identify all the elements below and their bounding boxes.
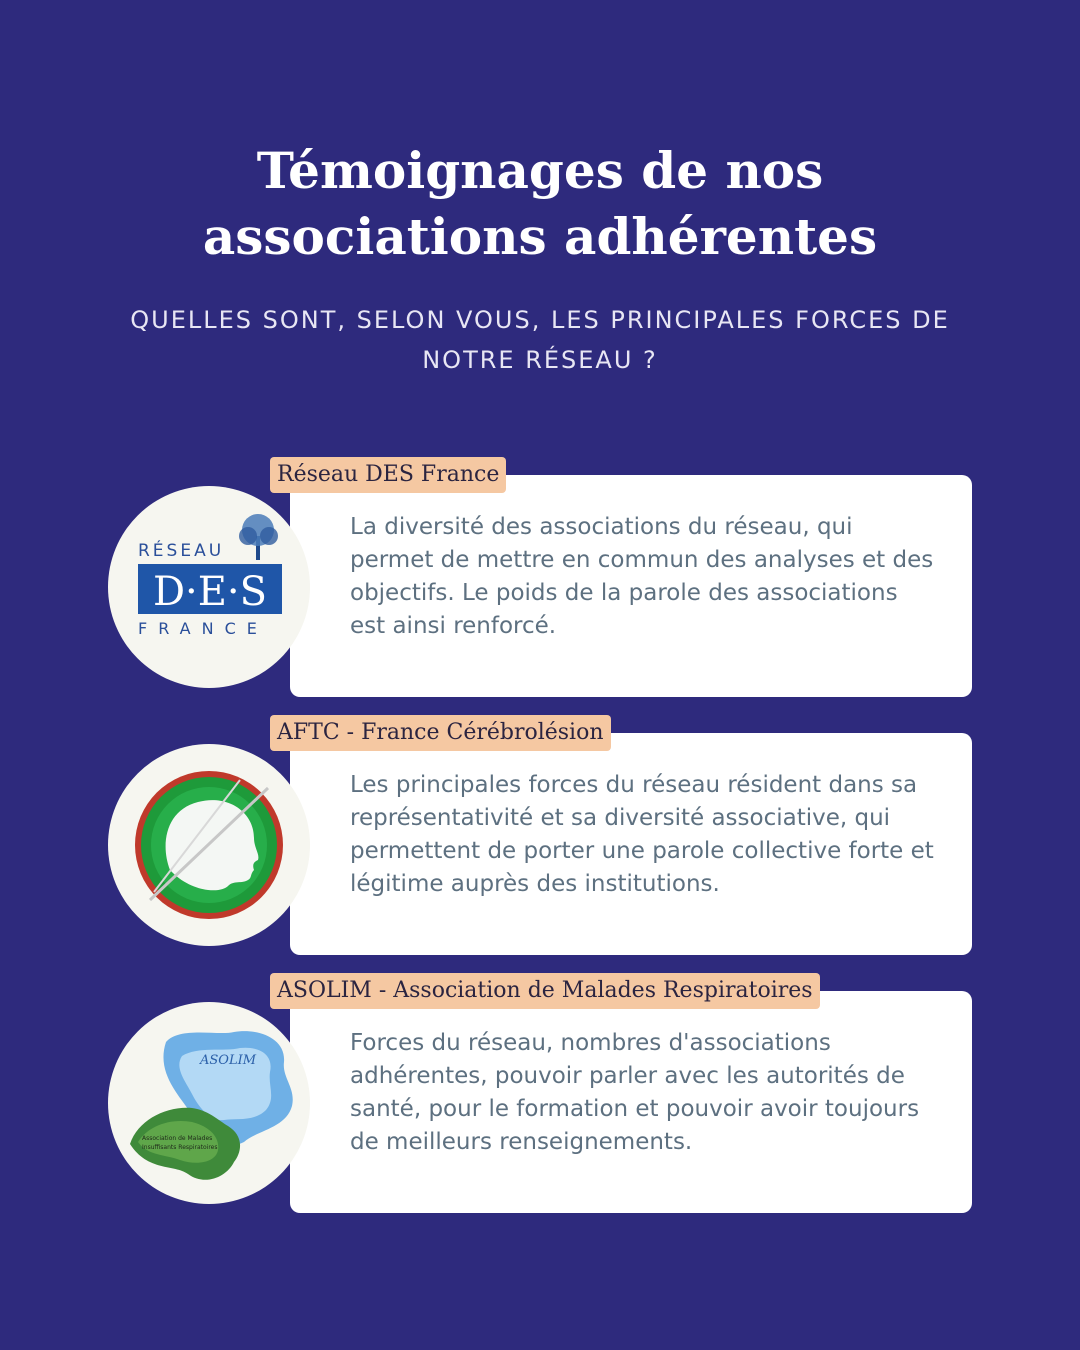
tree-icon [239,514,278,560]
aftc-head-icon [108,744,310,946]
testimonial-card-1 [290,475,972,697]
reseau-des-logo [108,486,310,688]
logo-asolim-top-text: ASOLIM [200,1053,257,1068]
title-line-2: associations adhérentes [202,207,878,266]
aftc-logo [108,744,310,946]
testimonial-card-3 [290,991,972,1213]
reseau-des-logo-icon [108,486,310,688]
logo-asolim-line-1: Association de Malades [142,1135,213,1142]
testimonial-tag-2: AFTC - France Cérébrolésion [270,715,611,751]
testimonial-text-1: La diversité des associations du réseau, qui permet de mettre en commun des analyses et des objectifs. Le poids de la parole des associations est ainsi renforcé. [350,514,934,639]
asolim-logo [108,1002,310,1204]
logo-des-top-text: RÉSEAU [138,541,225,561]
logo-asolim-line-2: Insuffisants Respiratoires [142,1144,218,1151]
page-subtitle: QUELLES SONT, SELON VOUS, LES PRINCIPALES FORCES DE NOTRE RÉSEAU ? [130,306,950,374]
testimonial-text-3: Forces du réseau, nombres d'associations adhérentes, pouvoir parler avec les autorités de santé, pour le formation et pouvoir avoir toujours de meilleurs renseignements. [350,1030,920,1155]
logo-des-bottom-text: FRANCE [138,619,268,638]
testimonial-card-2 [290,733,972,955]
page-title [0,138,1080,270]
logo-des-middle-text: D·E·S [152,569,268,615]
testimonial-text-2: Les principales forces du réseau résident dans sa représentativité et sa diversité associative, qui permettent de porter une parole collective forte et légitime auprès des institutions. [350,772,934,897]
testimonial-tag-1: Réseau DES France [270,457,506,493]
testimonial-tag-3: ASOLIM - Association de Malades Respiratoires [270,973,820,1009]
title-line-1: Témoignages de nos [256,141,824,200]
asolim-lungs-icon [108,1002,310,1204]
